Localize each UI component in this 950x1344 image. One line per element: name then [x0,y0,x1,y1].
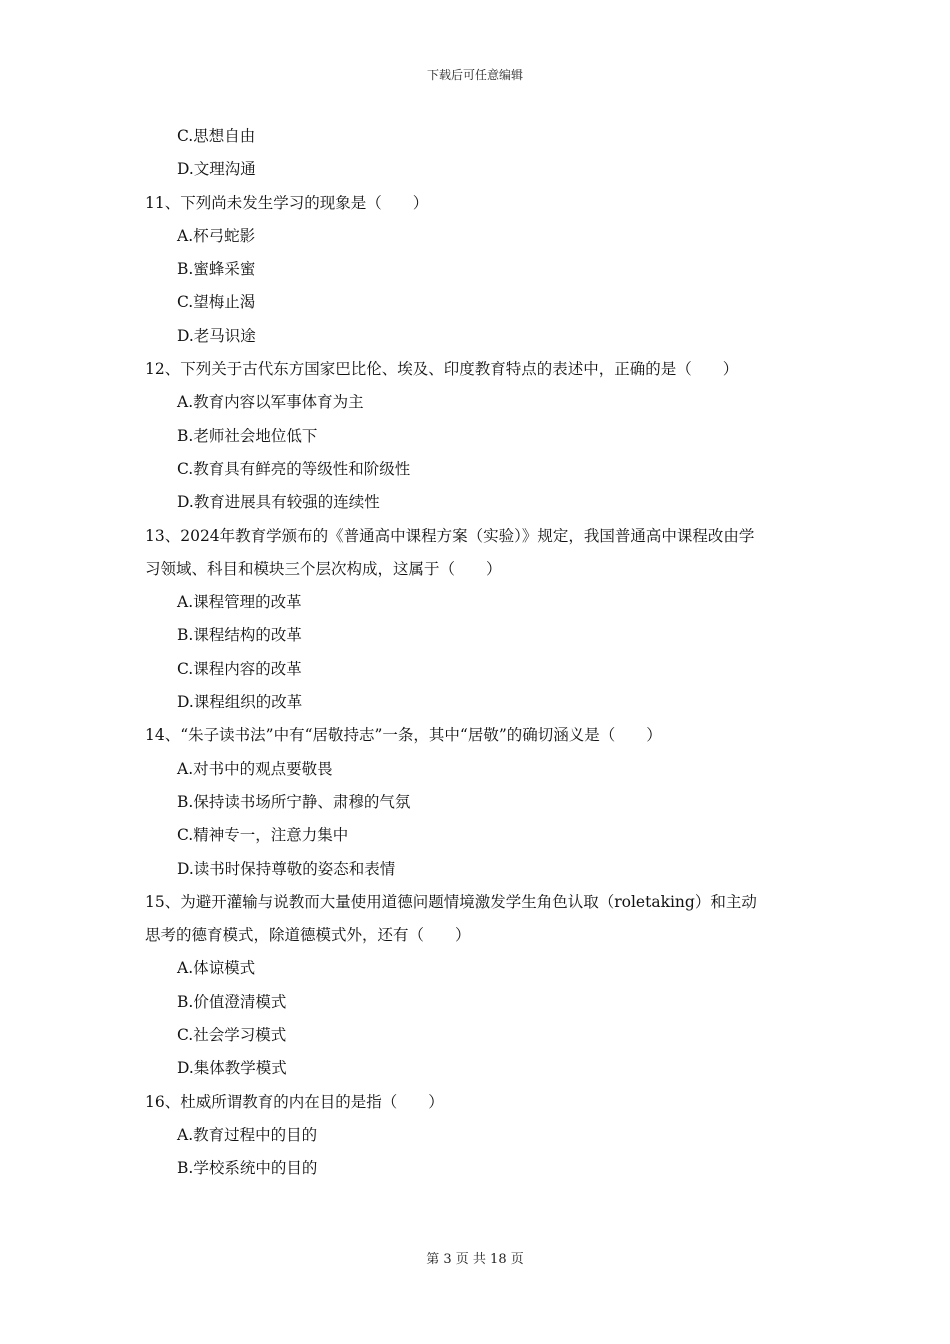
question-text: 11、下列尚未发生学习的现象是（ ） [145,193,429,212]
answer-option: B.老师社会地位低下 [177,426,318,445]
answer-option: B.保持读书场所宁静、肃穆的气氛 [177,792,411,811]
answer-option: C.课程内容的改革 [177,659,302,678]
answer-option: C.望梅止渴 [177,293,256,312]
answer-option: D.教育进展具有较强的连续性 [177,493,380,512]
answer-option: A.杯弓蛇影 [177,226,256,245]
answer-option: A.教育内容以军事体育为主 [177,393,364,412]
answer-option: D.老马识途 [177,326,256,345]
answer-option: A.对书中的观点要敬畏 [177,759,333,778]
answer-option: D.读书时保持尊敬的姿态和表情 [177,859,396,878]
answer-option: D.课程组织的改革 [177,693,303,712]
answer-option: C.社会学习模式 [177,1026,287,1045]
answer-option: A.体谅模式 [177,959,256,978]
question-text: 15、为避开灌输与说教而大量使用道德问题情境激发学生角色认取（roletaking）和主动 [145,892,757,911]
question-text: 16、杜威所谓教育的内在目的是指（ ） [145,1092,444,1111]
answer-option: A.课程管理的改革 [177,593,302,612]
answer-option: B.课程结构的改革 [177,626,302,645]
answer-option: B.蜜蜂采蜜 [177,260,256,279]
document-body [145,120,825,1186]
question-text: 14、“朱子读书法”中有“居敬持志”一条，其中“居敬”的确切涵义是（ ） [145,726,662,745]
answer-option: C.思想自由 [177,127,256,145]
answer-option: B.学校系统中的目的 [177,1159,318,1178]
question-text: 思考的德育模式，除道德模式外，还有（ ） [145,926,471,945]
answer-option: D.集体教学模式 [177,1059,287,1078]
answer-option: B.价值澄清模式 [177,992,287,1011]
answer-option: A.教育过程中的目的 [177,1125,318,1144]
answer-option: C.精神专一，注意力集中 [177,826,349,845]
page-footer: 第 3 页 共 18 页 [426,1252,524,1267]
answer-option: D.文理沟通 [177,160,256,179]
answer-option: C.教育具有鲜亮的等级性和阶级性 [177,459,411,478]
question-text: 13、2024年教育学颁布的《普通高中课程方案（实验）》规定，我国普通高中课程改由学 [145,526,755,545]
page-header: 下载后可任意编辑 [426,68,523,82]
question-text: 习领域、科目和模块三个层次构成，这属于（ ） [145,559,502,578]
question-text: 12、下列关于古代东方国家巴比伦、埃及、印度教育特点的表述中，正确的是（ ） [145,360,739,379]
